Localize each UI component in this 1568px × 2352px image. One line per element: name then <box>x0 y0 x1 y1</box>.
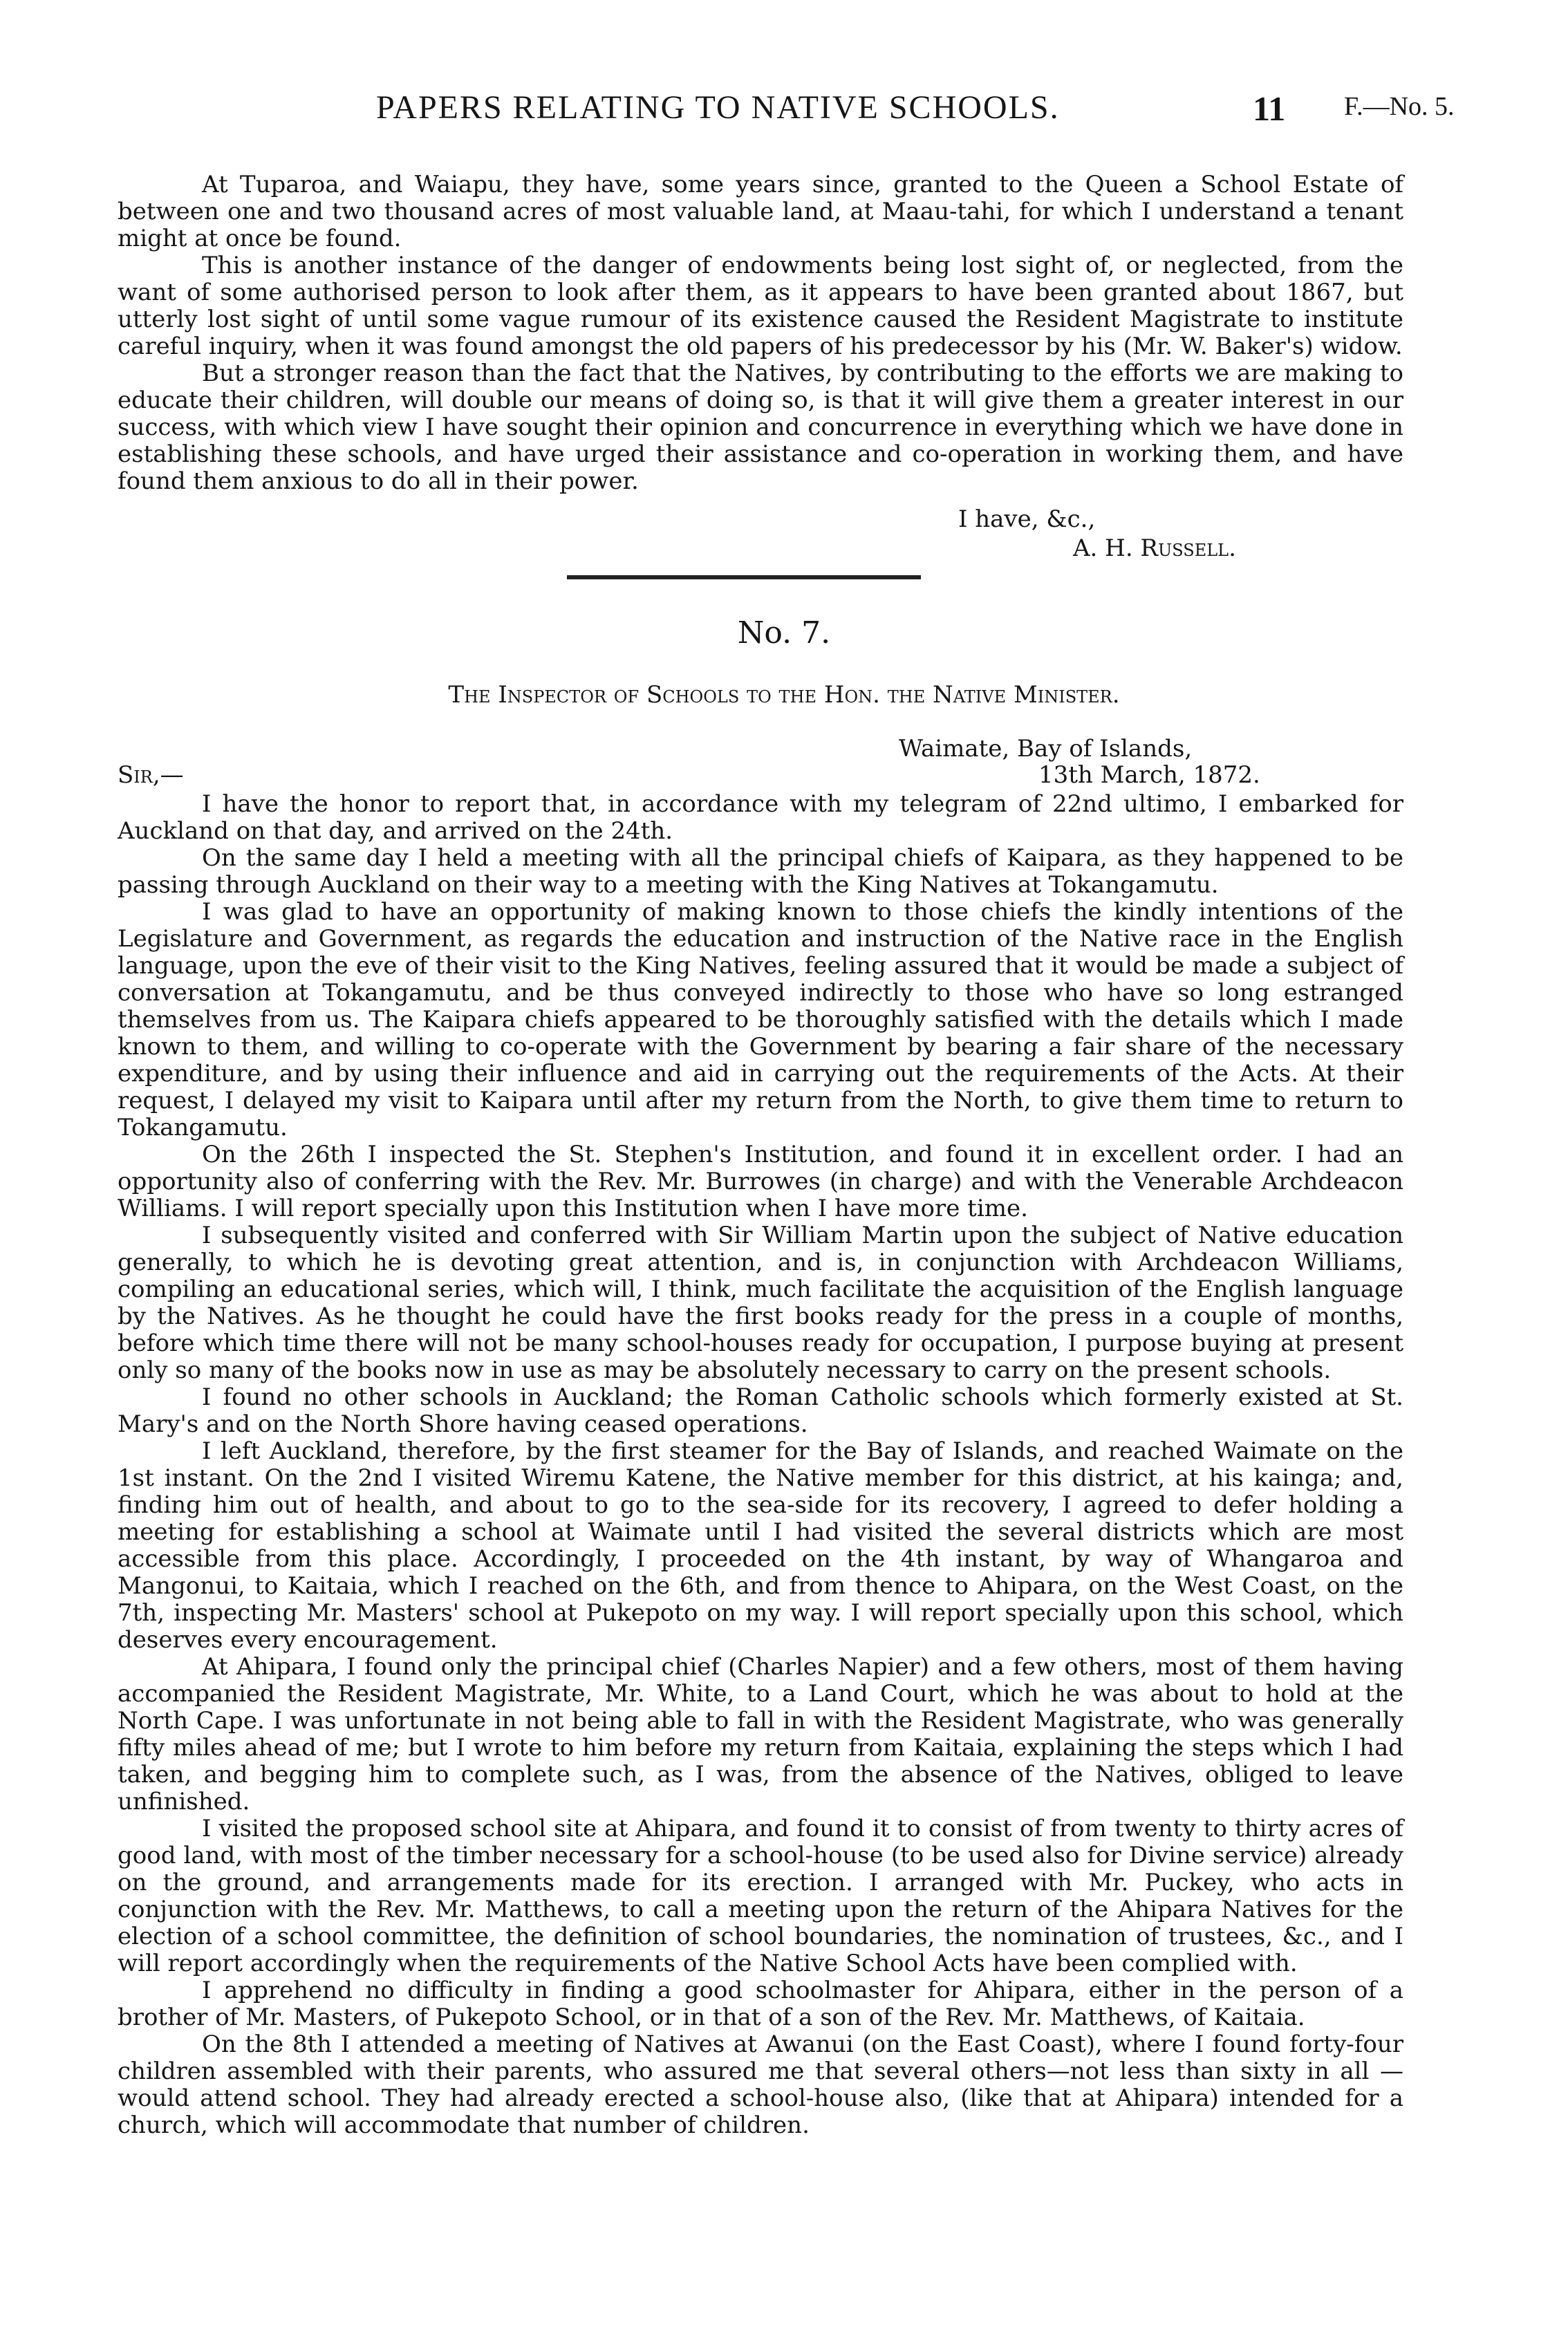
paragraph: On the 8th I attended a meeting of Natives at Awanui (on the East Coast), where I found forty-four children assembled with their parents, who assured me that several others—not less than sixty in all —would attend school. They had already erected a school-house also, (like that at Ahipara) intended for a church, which will accommodate that number of children. <box>118 2031 1403 2139</box>
paragraph: I apprehend no difficulty in finding a good schoolmaster for Ahipara, either in the person of a brother of Mr. Masters, of Pukepoto School, or in that of a son of the Rev. Mr. Matthews, of Kaitaia. <box>118 1977 1403 2031</box>
page-number: 11 <box>1253 89 1286 128</box>
signature: A. H. Russell. <box>1073 534 1236 562</box>
section-divider <box>567 575 921 579</box>
paragraph: I left Auckland, therefore, by the first steamer for the Bay of Islands, and reached Waimate on the 1st instant. On the 2nd I visited Wiremu Katene, the Native member for this district, at his kainga; and, finding him out of health, and about to go to the sea-side for its recovery, I agreed to defer holding a meeting for establishing a school at Waimate until I had visited the several districts which are most accessible from this place. Accordingly, I proceeded on the 4th instant, by way of Whangaroa and Mangonui, to Kaitaia, which I reached on the 6th, and from thence to Ahipara, on the West Coast, on the 7th, inspecting Mr. Masters' school at Pukepoto on my way. I will report specially upon this school, which deserves every encouragement. <box>118 1437 1403 1654</box>
letter-place: Waimate, Bay of Islands, <box>899 735 1193 763</box>
paragraph: At Tuparoa, and Waiapu, they have, some years since, granted to the Queen a School Estate of between one and two thousand acres of most valuable land, at Maau-tahi, for which I understand a tenant might at once be found. <box>118 171 1403 252</box>
document-number: No. 7. <box>737 615 831 651</box>
closing: I have, &c., <box>958 505 1096 533</box>
letter-body <box>118 791 1403 2139</box>
running-title: PAPERS RELATING TO NATIVE SCHOOLS. <box>376 89 1060 126</box>
paragraph: I have the honor to report that, in accordance with my telegram of 22nd ultimo, I embarked for Auckland on that day, and arrived on the 24th. <box>118 790 1403 845</box>
paragraph: I was glad to have an opportunity of making known to those chiefs the kindly intentions of the Legislature and Government, as regards the education and instruction of the Native race in the English language, upon the eve of their visit to the King Natives, feeling assured that it would be made a subject of conversation at Tokangamutu, and be thus conveyed indirectly to those who have so long estranged themselves from us. The Kaipara chiefs appeared to be thoroughly satisfied with the details which I made known to them, and willing to co-operate with the Government by bearing a fair share of the necessary expenditure, and by using their influence and aid in carrying out the requirements of the Acts. At their request, I delayed my visit to Kaipara until after my return from the North, to give them time to return to Tokangamutu. <box>118 898 1403 1141</box>
page-header <box>0 88 1568 130</box>
paper-reference: F.—No. 5. <box>1344 92 1455 121</box>
paragraph: But a stronger reason than the fact that the Natives, by contributing to the efforts we are making to educate their children, will double our means of doing so, is that it will give them a greater interest in our success, with which view I have sought their opinion and concurrence in everything which we have done in establishing these schools, and have urged their assistance and co-operation in working them, and have found them anxious to do all in their power. <box>118 360 1403 495</box>
paragraph: On the 26th I inspected the St. Stephen's Institution, and found it in excellent order. I had an opportunity also of conferring with the Rev. Mr. Burrowes (in charge) and with the Venerable Archdeacon Williams. I will report specially upon this Institution when I have more time. <box>118 1141 1403 1222</box>
continued-letter-body <box>118 171 1403 495</box>
paragraph: I visited the proposed school site at Ahipara, and found it to consist of from twenty to thirty acres of good land, with most of the timber necessary for a school-house (to be used also for Divine service) already on the ground, and arrangements made for its erection. I arranged with Mr. Puckey, who acts in conjunction with the Rev. Mr. Matthews, to call a meeting upon the return of the Ahipara Natives for the election of a school committee, the definition of school boundaries, the nomination of trustees, &c., and I will report accordingly when the requirements of the Native School Acts have been complied with. <box>118 1815 1403 1977</box>
paragraph: I subsequently visited and conferred with Sir William Martin upon the subject of Native education generally, to which he is devoting great attention, and is, in conjunction with Archdeacon Williams, compiling an educational series, which will, I think, much facilitate the acquisition of the English language by the Natives. As he thought he could have the first books ready for the press in a couple of months, before which time there will not be many school-houses ready for occupation, I purpose buying at present only so many of the books now in use as may be absolutely necessary to carry on the present schools. <box>118 1222 1403 1384</box>
paragraph: At Ahipara, I found only the principal chief (Charles Napier) and a few others, most of them having accompanied the Resident Magistrate, Mr. White, to a Land Court, which he was about to hold at the North Cape. I was unfortunate in not being able to fall in with the Resident Magistrate, who was generally fifty miles ahead of me; but I wrote to him before my return from Kaitaia, explaining the steps which I had taken, and begging him to complete such, as I was, from the absence of the Natives, obliged to leave unfinished. <box>118 1653 1403 1816</box>
salutation: Sir,— <box>118 761 184 789</box>
document-subtitle: The Inspector of Schools to the Hon. the Native Minister. <box>448 681 1120 709</box>
letter-date: 13th March, 1872. <box>1038 761 1260 789</box>
paragraph: I found no other schools in Auckland; the Roman Catholic schools which formerly existed at St. Mary's and on the North Shore having ceased operations. <box>118 1383 1403 1438</box>
paragraph: On the same day I held a meeting with all the principal chiefs of Kaipara, as they happened to be passing through Auckland on their way to a meeting with the King Natives at Tokangamutu. <box>118 844 1403 899</box>
paragraph: This is another instance of the danger of endowments being lost sight of, or neglected, from the want of some authorised person to look after them, as it appears to have been granted about 1867, but utterly lost sight of until some vague rumour of its existence caused the Resident Magistrate to institute careful inquiry, when it was found amongst the old papers of his predecessor by his (Mr. W. Baker's) widow. <box>118 252 1403 360</box>
